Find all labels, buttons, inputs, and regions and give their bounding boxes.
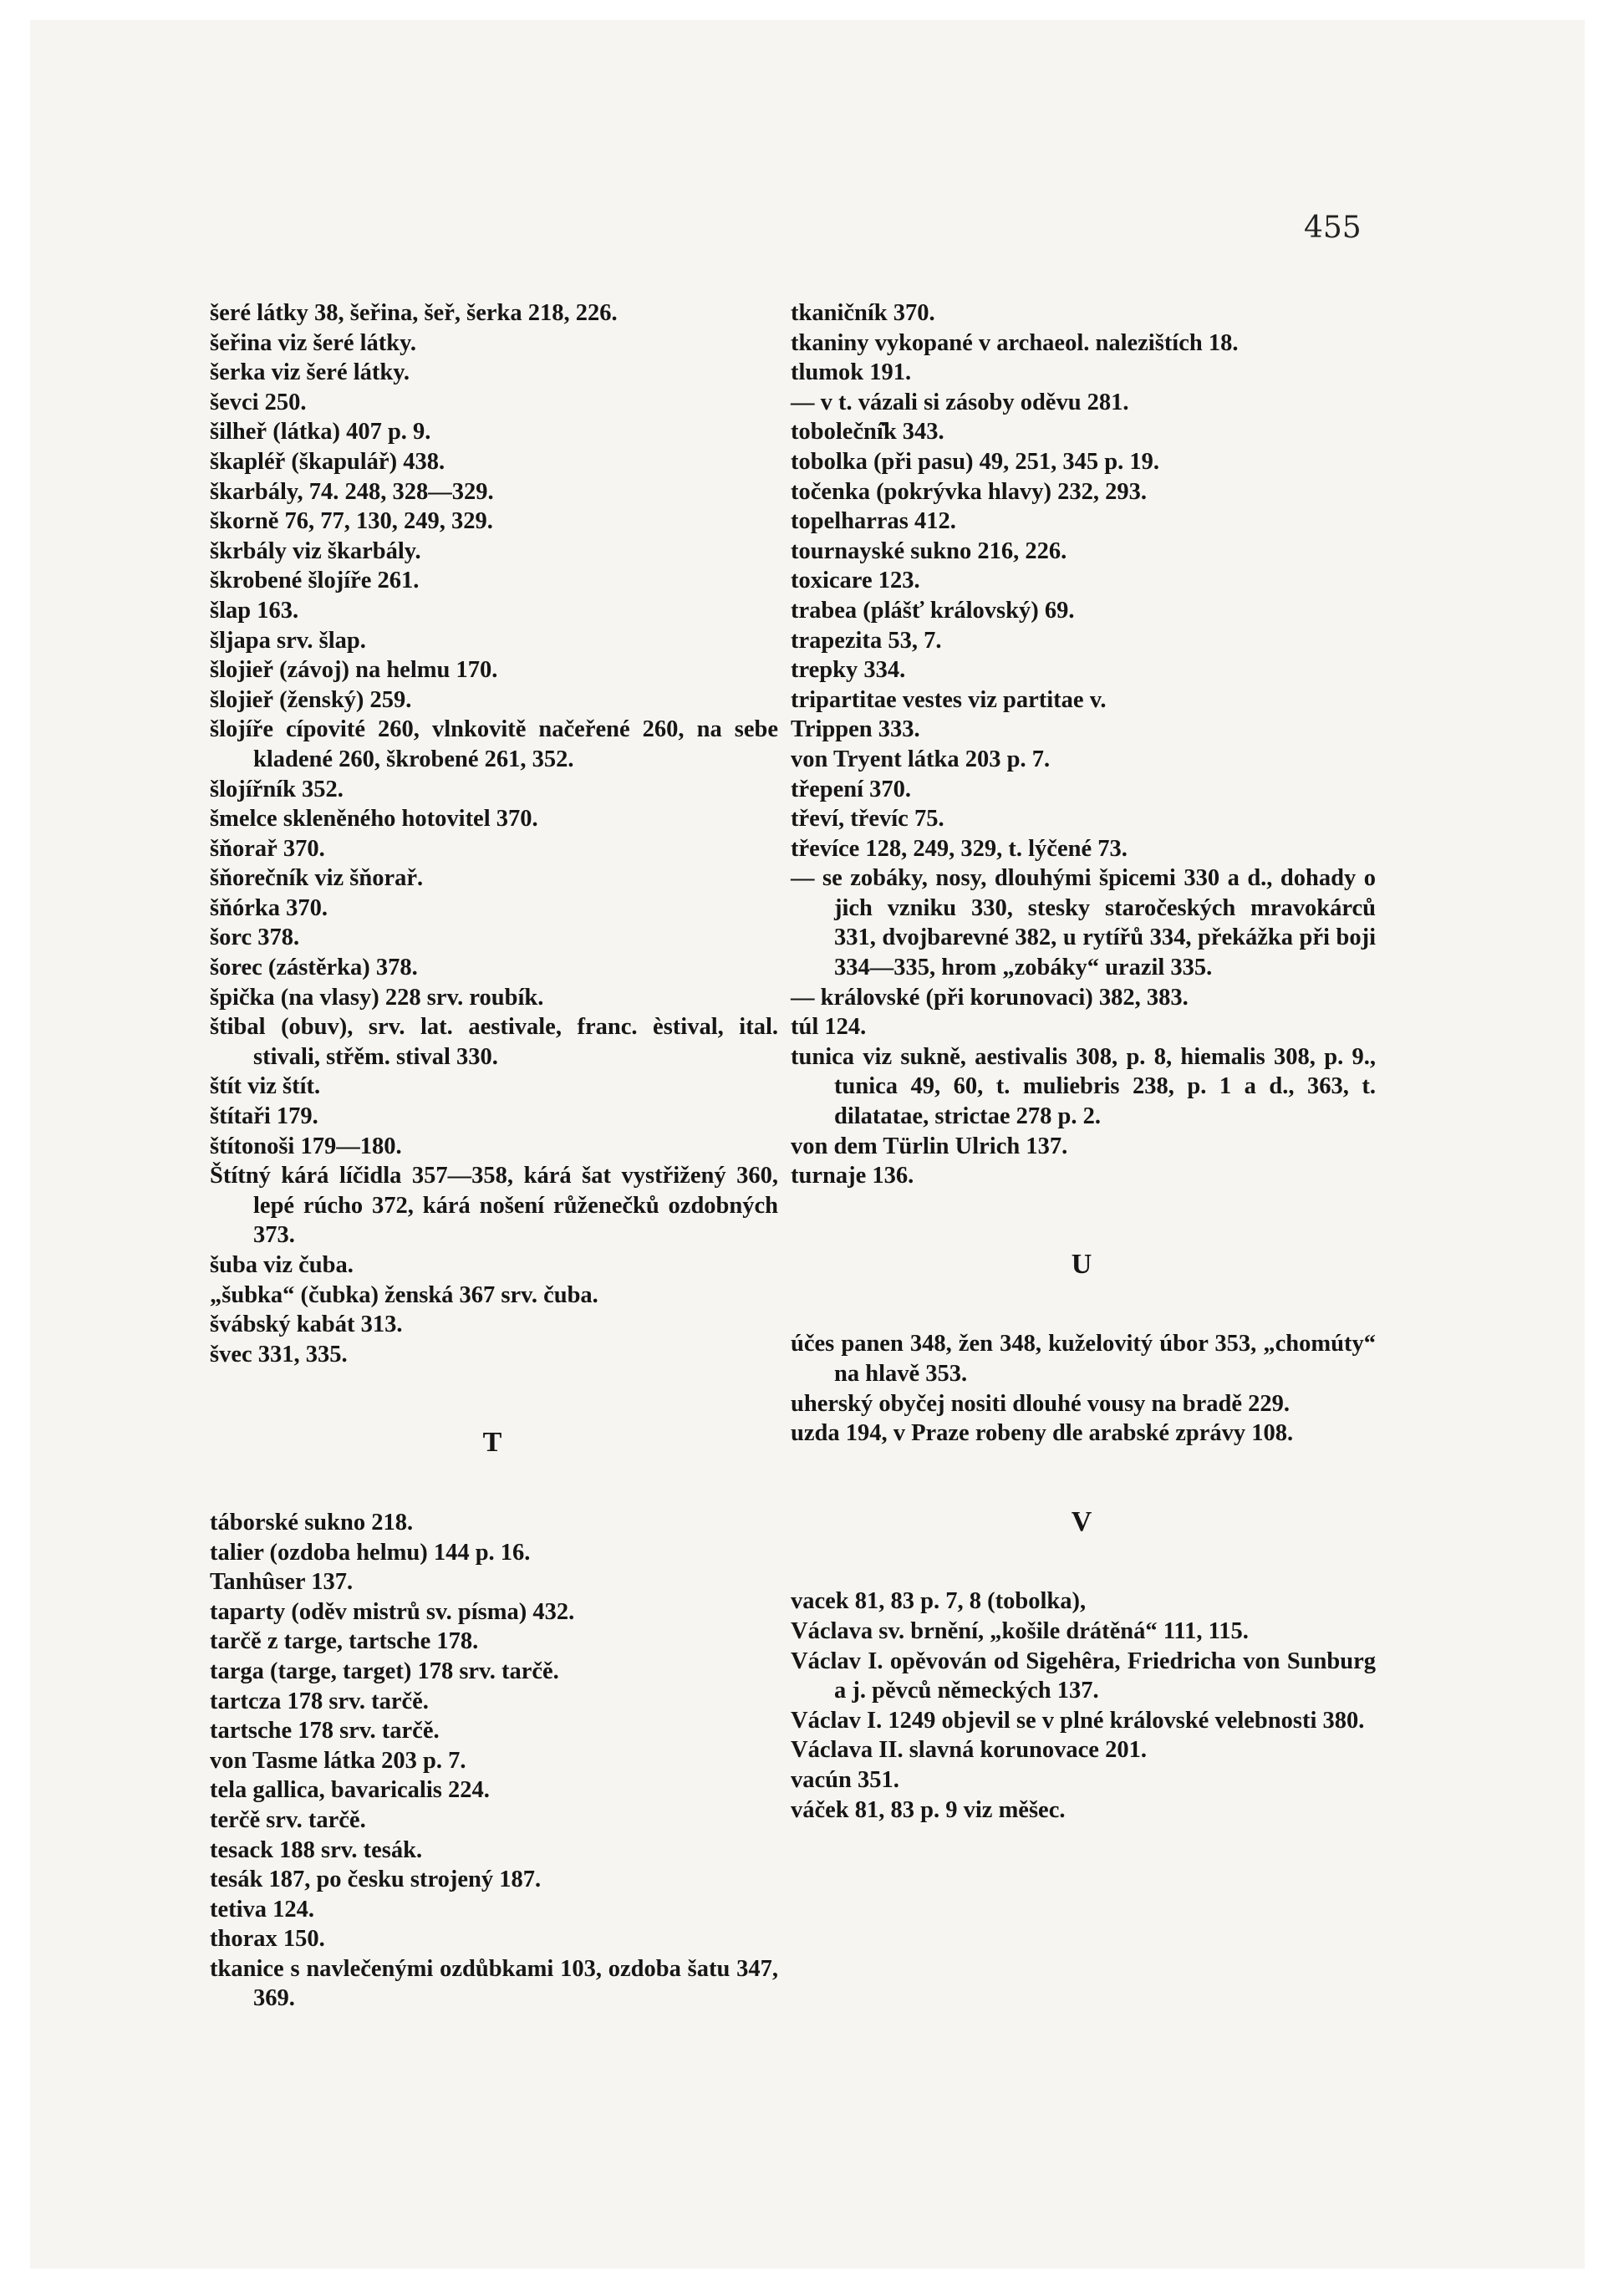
index-entry: vacún 351. xyxy=(791,1766,899,1793)
index-entry: vacek 81, 83 p. 7, 8 (tobolka), xyxy=(791,1588,1087,1615)
index-entry: taparty (oděv mistrů sv. písma) 432. xyxy=(210,1598,575,1625)
index-entry: švec 331, 335. xyxy=(210,1341,348,1368)
index-entry: šeré látky 38, šeřina, šeř, šerka 218, 226. xyxy=(210,300,618,326)
index-entry: von dem Türlin Ulrich 137. xyxy=(791,1133,1068,1159)
index-entry: šljapa srv. šlap. xyxy=(210,627,366,654)
index-entry: šňorař 370. xyxy=(210,835,325,862)
index-entry: Trippen 333. xyxy=(791,716,920,743)
index-entry: šmelce skleněného hotovitel 370. xyxy=(210,806,538,833)
index-entry: šlojieř (závoj) na helmu 170. xyxy=(210,657,498,684)
index-entry: Václava II. slavná korunovace 201. xyxy=(791,1737,1147,1764)
index-entry: šilheř (látka) 407 p. 9. xyxy=(210,419,431,446)
entries-t-group xyxy=(210,1508,778,2014)
index-entry: tournayské sukno 216, 226. xyxy=(791,537,1067,564)
index-entry: terčě srv. tarčě. xyxy=(210,1806,366,1833)
index-entry: šorc 378. xyxy=(210,924,300,951)
right-column xyxy=(791,298,1376,1825)
index-entry: šlap 163. xyxy=(210,597,299,624)
index-entry: štítonoši 179—180. xyxy=(210,1133,402,1159)
section-letter-u: U xyxy=(1071,1248,1096,1280)
index-entry: topelharras 412. xyxy=(791,508,956,535)
index-entry: — se zobáky, nosy, dlouhými špicemi 330 a d., dohady o jich vzniku 330, stesky staročeských mravokárců 331, dvojbarevné 382, u rytířů 334, překážka při boji 334—335, hrom „zobáky“ urazil 335. xyxy=(791,865,1376,981)
entries-v-group xyxy=(791,1587,1376,1825)
index-entry: Tanhûser 137. xyxy=(210,1569,354,1596)
index-entry: Václava sv. brnění, „košile drátěná“ 111, 115. xyxy=(791,1617,1249,1644)
index-entry: ševci 250. xyxy=(210,389,307,415)
index-entry: šeřina viz šeré látky. xyxy=(210,329,416,356)
index-entry: tkanice s navlečenými ozdůbkami 103, ozdoba šatu 347, 369. xyxy=(210,1955,778,2012)
index-entry: škrobené šlojíře 261. xyxy=(210,568,420,594)
index-entry: švábský kabát 313. xyxy=(210,1312,403,1338)
index-entry: šlojieř (ženský) 259. xyxy=(210,686,412,713)
index-entry: šorec (zástěrka) 378. xyxy=(210,955,418,981)
index-entry: uherský obyčej nositi dlouhé vousy na bradě 229. xyxy=(791,1390,1291,1417)
index-entry: třepení 370. xyxy=(791,776,912,802)
index-entry: účes panen 348, žen 348, kuželovitý úbor 353, „chomúty“ na hlavě 353. xyxy=(791,1331,1376,1387)
page-number: 455 xyxy=(1304,211,1362,245)
index-entry: Štítný kárá líčidla 357—358, kárá šat vystřižený 360, lepé rúcho 372, kárá nošení růženečků ozdobných 373. xyxy=(210,1163,778,1249)
index-entry: von Tasme látka 203 p. 7. xyxy=(210,1747,466,1774)
index-entry: tartsche 178 srv. tarčě. xyxy=(210,1718,440,1744)
index-entry: šuba viz čuba. xyxy=(210,1252,354,1278)
index-entry: toxicare 123. xyxy=(791,568,920,594)
index-entry: „šubka“ (čubka) ženská 367 srv. čuba. xyxy=(210,1281,598,1308)
index-entry: von Tryent látka 203 p. 7. xyxy=(791,746,1051,772)
entries-u-group xyxy=(791,1329,1376,1448)
index-entry: štibal (obuv), srv. lat. aestivale, franc. èstival, ital. stivali, střěm. stival 330. xyxy=(210,1014,778,1070)
index-entry: škarbály, 74. 248, 328—329. xyxy=(210,478,494,505)
index-entry: tartcza 178 srv. tarčě. xyxy=(210,1688,429,1714)
left-column xyxy=(210,298,778,2014)
index-entry: třevíce 128, 249, 329, t. lýčené 73. xyxy=(791,835,1128,862)
index-entry: — v t. vázali si zásoby oděvu 281. xyxy=(791,389,1129,415)
index-entry: trepky 334. xyxy=(791,657,906,684)
index-entry: Václav I. opěvován od Sigehêra, Friedricha von Sunburg a j. pěvců německých 137. xyxy=(791,1648,1376,1704)
index-entry: škrbály viz škarbály. xyxy=(210,537,421,564)
index-entry: tkaničník 370. xyxy=(791,300,935,326)
index-entry: talier (ozdoba helmu) 144 p. 16. xyxy=(210,1539,531,1566)
index-entry: šlojířník 352. xyxy=(210,776,344,802)
index-entry: tlumok 191. xyxy=(791,359,912,386)
entries-t-continued-group xyxy=(791,298,1376,1191)
index-entry: šňorečník viz šňorař. xyxy=(210,865,424,892)
section-letter-t: T xyxy=(482,1427,506,1459)
index-entry: trabea (plášť královský) 69. xyxy=(791,597,1075,624)
index-entry: tela gallica, bavaricalis 224. xyxy=(210,1777,490,1804)
book-page xyxy=(30,20,1585,2269)
index-entry: targa (targe, target) 178 srv. tarčě. xyxy=(210,1658,559,1684)
index-entry: táborské sukno 218. xyxy=(210,1509,414,1536)
index-entry: tesák 187, po česku strojený 187. xyxy=(210,1867,542,1893)
index-entry: uzda 194, v Praze robeny dle arabské zprávy 108. xyxy=(791,1420,1294,1447)
index-entry: tripartitae vestes viz partitae v. xyxy=(791,686,1107,713)
entries-s-group xyxy=(210,298,778,1369)
index-entry: tobolka (při pasu) 49, 251, 345 p. 19. xyxy=(791,448,1160,475)
index-entry: váček 81, 83 p. 9 viz měšec. xyxy=(791,1796,1066,1823)
index-entry: štítaři 179. xyxy=(210,1103,318,1130)
index-entry: šňórka 370. xyxy=(210,894,328,921)
index-entry: túl 124. xyxy=(791,1014,867,1041)
index-entry: šerka viz šeré látky. xyxy=(210,359,410,386)
index-entry: třeví, třevíc 75. xyxy=(791,806,944,833)
index-entry: Václav I. 1249 objevil se v plné královské velebnosti 380. xyxy=(791,1707,1365,1734)
index-entry: — královské (při korunovaci) 382, 383. xyxy=(791,984,1189,1011)
index-entry: tesack 188 srv. tesák. xyxy=(210,1836,423,1863)
index-entry: toboleční̇k 343. xyxy=(791,419,944,446)
index-entry: škapléř (škapulář) 438. xyxy=(210,448,445,475)
index-entry: tkaniny vykopané v archaeol. nalezištích 18. xyxy=(791,329,1239,356)
index-entry: tarčě z targe, tartsche 178. xyxy=(210,1628,479,1655)
index-entry: thorax 150. xyxy=(210,1926,325,1953)
index-entry: tetiva 124. xyxy=(210,1896,315,1923)
index-entry: šlojíře cípovité 260, vlnkovitě načeřené 260, na sebe kladené 260, škrobené 261, 352. xyxy=(210,716,778,772)
index-entry: škorně 76, 77, 130, 249, 329. xyxy=(210,508,493,535)
index-entry: trapezita 53, 7. xyxy=(791,627,942,654)
index-entry: tunica viz sukně, aestivalis 308, p. 8, hiemalis 308, p. 9., tunica 49, 60, t. muliebris 238, p. 1 a d., 363, t. dilatatae, strictae 278 p. 2. xyxy=(791,1043,1376,1130)
index-entry: špička (na vlasy) 228 srv. roubík. xyxy=(210,984,544,1011)
index-entry: turnaje 136. xyxy=(791,1163,914,1189)
index-entry: točenka (pokrývka hlavy) 232, 293. xyxy=(791,478,1147,505)
index-entry: štít viz štít. xyxy=(210,1073,321,1100)
section-letter-v: V xyxy=(1071,1505,1096,1537)
